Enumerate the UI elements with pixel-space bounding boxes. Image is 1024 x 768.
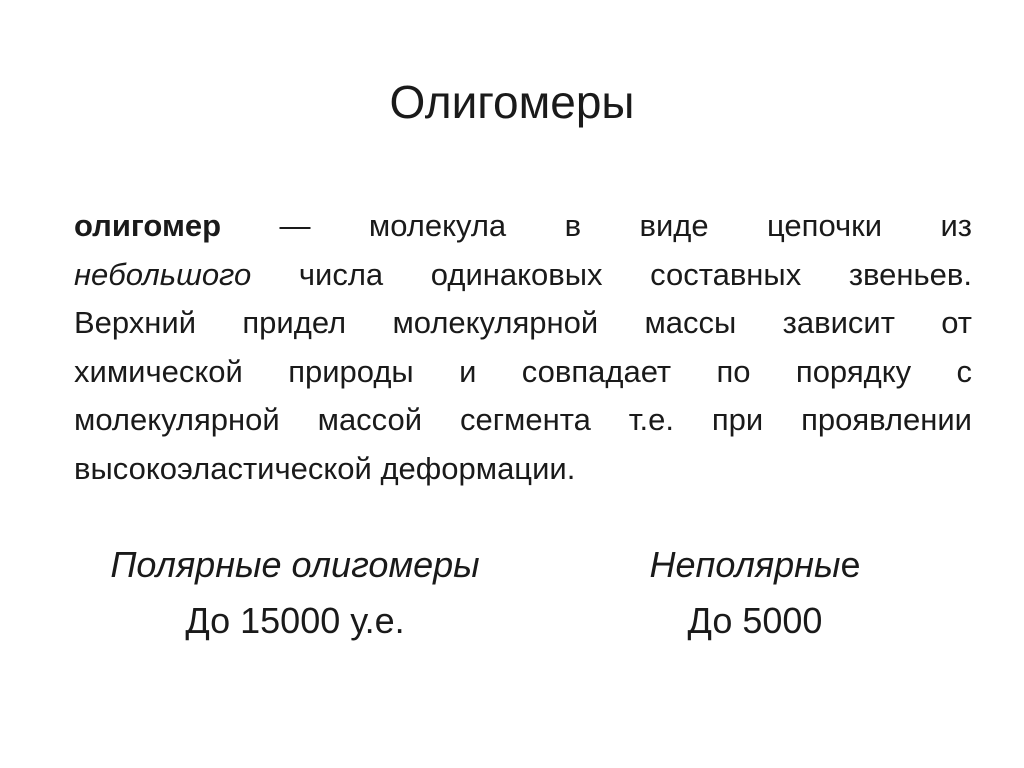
definition-line-2 xyxy=(74,251,972,300)
polar-oligomers-heading: Полярные олигомеры xyxy=(110,544,480,585)
defined-term: олигомер xyxy=(74,208,222,243)
definition-line-6: высокоэластической деформации. xyxy=(74,450,576,486)
nonpolar-oligomers-limit: До 5000 xyxy=(687,600,823,641)
nonpolar-oligomers-column xyxy=(610,540,900,646)
nonpolar-heading-upright-part: е xyxy=(840,544,861,585)
nonpolar-oligomers-heading xyxy=(610,540,900,590)
definition-line-5: молекулярной массой сегмента т.е. при проявлении xyxy=(74,402,972,437)
definition-paragraph xyxy=(74,202,972,493)
definition-line-4: химической природы и совпадает по порядку с xyxy=(74,353,972,389)
definition-line-3: Верхний придел молекулярной массы зависит от xyxy=(74,305,972,340)
slide-title: Олигомеры xyxy=(389,76,635,128)
definition-line-1 xyxy=(74,202,972,251)
polar-oligomers-limit: До 15000 у.е. xyxy=(185,600,405,641)
nonpolar-heading-italic-part: Неполярны xyxy=(649,544,841,585)
polar-oligomers-column xyxy=(80,540,510,646)
emphasized-word: небольшого xyxy=(74,256,252,292)
definition-line-2-text: числа одинаковых составных звеньев. xyxy=(251,256,972,292)
definition-line-1-text: — молекула в виде цепочки из xyxy=(221,208,972,243)
